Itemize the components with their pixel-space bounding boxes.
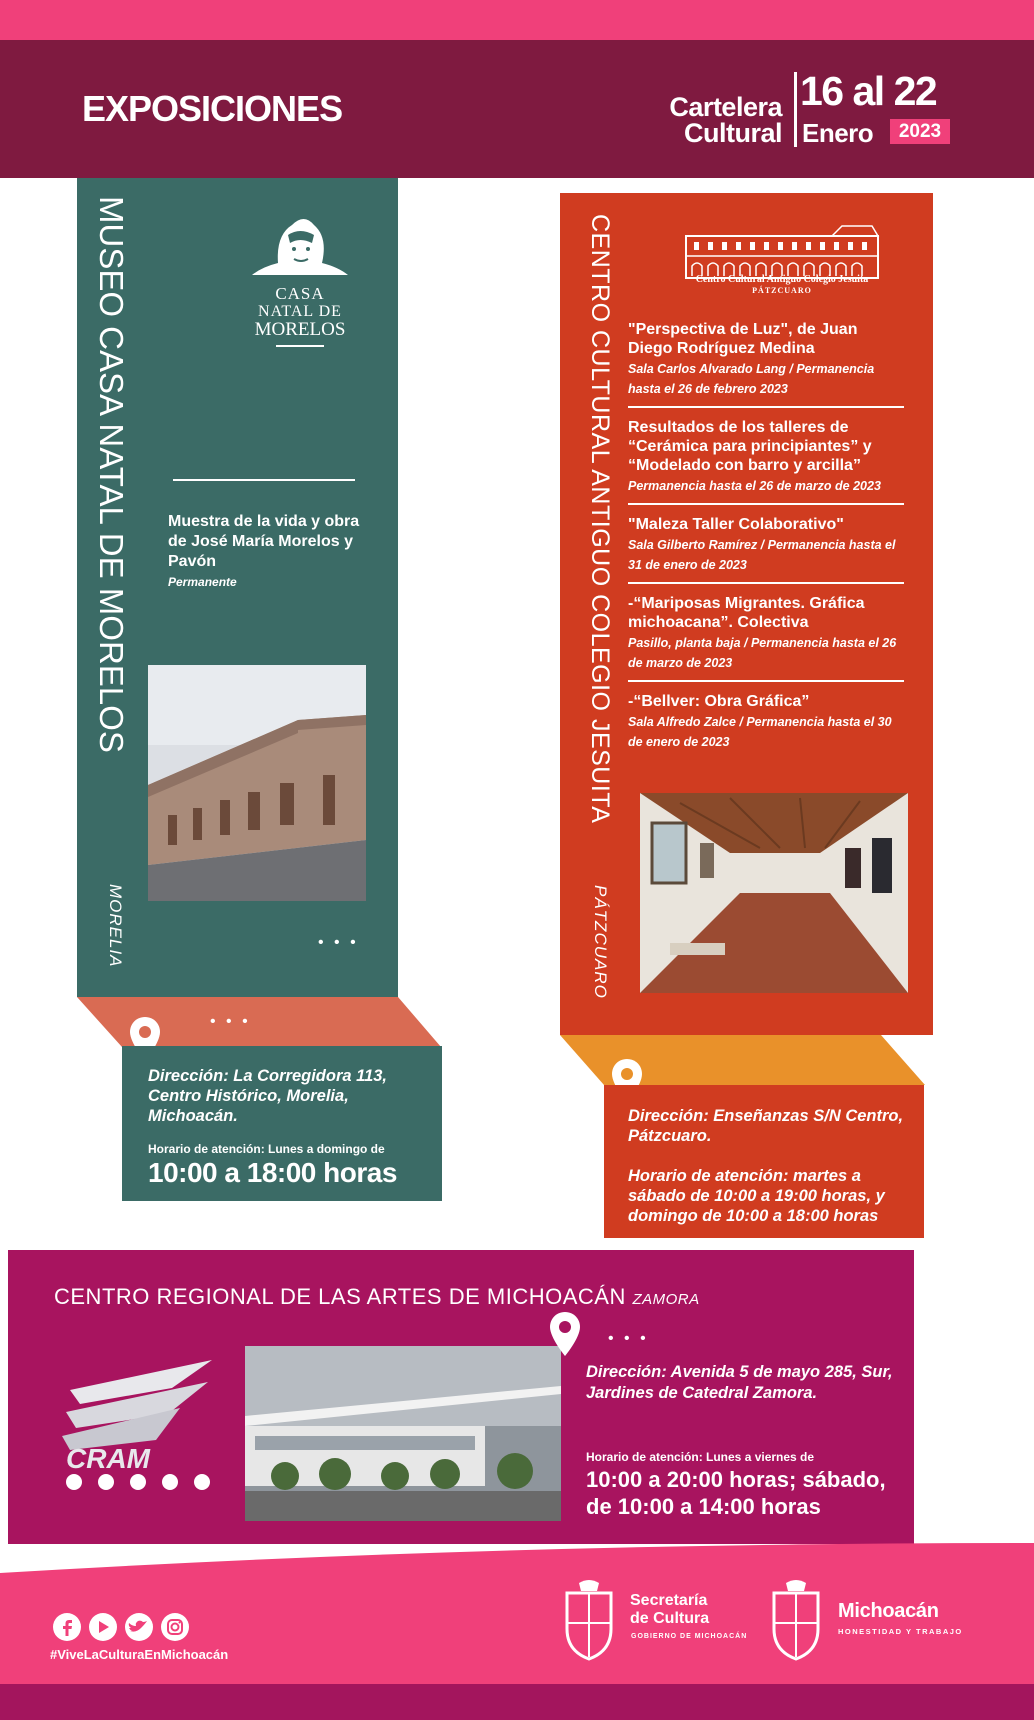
cartelera-label (669, 94, 782, 146)
secretaria-subtitle: GOBIERNO DE MICHOACÁN (631, 1633, 748, 1640)
museo-hours: 10:00 a 18:00 horas (148, 1157, 397, 1188)
cram-title-text: CENTRO REGIONAL DE LAS ARTES DE MICHOACÁN (54, 1284, 626, 1309)
museo-name: MUSEO CASA NATAL DE MORELOS (93, 196, 130, 753)
cram-logo (60, 1360, 220, 1490)
cram-title (54, 1284, 700, 1310)
logo-line3: MORELOS (254, 319, 346, 340)
museo-description: Muestra de la vida y obra de José María Morelos y Pavón (168, 513, 360, 570)
casa-natal-logo (248, 205, 352, 355)
cram-address: Dirección: Avenida 5 de mayo 285, Sur, Jardines de Catedral Zamora. (586, 1363, 893, 1402)
jesuita-logo-text (666, 274, 898, 296)
exhibition-title: "Maleza Taller Colaborativo" (628, 516, 844, 533)
exhibition-title: -“Bellver: Obra Gráfica” (628, 693, 810, 710)
cartelera-line2: Cultural (683, 118, 782, 148)
top-stripe (0, 0, 1034, 40)
exhibition-title: -“Mariposas Migrantes. Gráfica michoacana”. Colectiva (628, 595, 865, 631)
museo-divider (173, 479, 355, 481)
museo-city: MORELIA (106, 884, 125, 968)
exhibition-item (628, 515, 904, 584)
jesuita-name: CENTRO CULTURAL ANTIGUO COLEGIO JESUITA (586, 214, 614, 824)
jesuita-gallery-photo (640, 793, 908, 993)
exhibition-list (628, 320, 904, 769)
jesuita-logo-title: Centro Cultural Antiguo Colegio Jesuita (695, 274, 869, 285)
secretaria-name (630, 1592, 709, 1628)
cram-building-photo (245, 1346, 561, 1521)
social-icons (52, 1612, 192, 1642)
exhibition-title: Resultados de los talleres de “Cerámica para principiantes” y “Modelado con barro y arcilla” (628, 419, 872, 474)
museo-building-photo (148, 665, 366, 901)
exhibition-detail: Sala Carlos Alvarado Lang / Permanencia hasta el 26 de febrero 2023 (628, 362, 875, 396)
michoacan-shield-icon (563, 1579, 615, 1661)
exhibition-detail: Permanencia hasta el 26 de marzo de 2023 (628, 479, 881, 493)
logo-line1: CASA (275, 284, 325, 303)
logo-ornament (276, 345, 324, 347)
page-title: EXPOSICIONES (82, 88, 343, 129)
michoacan-name: Michoacán (838, 1600, 939, 1622)
exhibition-detail: Sala Gilberto Ramírez / Permanencia hasta el 31 de enero de 2023 (628, 538, 896, 572)
bottom-stripe (0, 1684, 1034, 1720)
secretaria-line1: Secretaría (630, 1592, 708, 1609)
museo-dots: • • • (318, 934, 359, 951)
exhibition-detail: Sala Alfredo Zalce / Permanencia hasta el 30 de enero de 2023 (628, 715, 892, 749)
exhibition-item (628, 692, 904, 759)
year-badge: 2023 (890, 119, 950, 144)
jesuita-logo-subtitle: PÁTZCUARO (752, 286, 812, 295)
twitter-icon[interactable] (125, 1613, 153, 1641)
secretaria-line2: de Cultura (630, 1610, 710, 1627)
cram-city: ZAMORA (632, 1291, 700, 1308)
month-label: Enero (802, 118, 874, 148)
date-range: 16 al 22 (800, 68, 937, 114)
exhibition-detail: Pasillo, planta baja / Permanencia hasta el 26 de marzo de 2023 (628, 636, 897, 670)
cram-dots: • • • (608, 1330, 649, 1347)
exhibition-item (628, 418, 904, 505)
michoacan-shield-icon (770, 1579, 822, 1661)
facebook-icon[interactable] (53, 1613, 81, 1641)
michoacan-subtitle: HONESTIDAD Y TRABAJO (838, 1627, 963, 1636)
cram-hours: 10:00 a 20:00 horas; sábado, de 10:00 a 14:00 horas (586, 1467, 886, 1519)
jesuita-building-icon (682, 222, 882, 280)
youtube-icon[interactable] (89, 1613, 117, 1641)
location-pin-icon (548, 1310, 582, 1358)
exhibition-title: "Perspectiva de Luz", de Juan Diego Rodríguez Medina (628, 321, 858, 357)
exhibition-item (628, 594, 904, 682)
museo-permanence: Permanente (168, 575, 237, 589)
jesuita-address: Dirección: Enseñanzas S/N Centro, Pátzcuaro. (628, 1107, 904, 1145)
exhibition-item (628, 320, 904, 408)
museo-address: Dirección: La Corregidora 113, Centro Histórico, Morelia, Michoacán. (148, 1067, 388, 1125)
instagram-icon[interactable] (161, 1613, 189, 1641)
hashtag: #ViveLaCulturaEnMichoacán (50, 1647, 229, 1662)
cram-hours-label: Horario de atención: Lunes a viernes de (586, 1450, 815, 1464)
jesuita-hours: Horario de atención: martes a sábado de 10:00 a 19:00 horas, y domingo de 10:00 a 18:00 horas (628, 1167, 885, 1225)
museo-hours-label: Horario de atención: Lunes a domingo de (148, 1142, 385, 1156)
header-divider (794, 72, 797, 147)
cram-logo-text: CRAM (66, 1443, 150, 1474)
cartelera-line1: Cartelera (669, 92, 782, 122)
jesuita-city: PÁTZCUARO (591, 885, 610, 999)
fold-dots: • • • (210, 1013, 251, 1030)
logo-line2: NATAL DE (258, 303, 342, 320)
